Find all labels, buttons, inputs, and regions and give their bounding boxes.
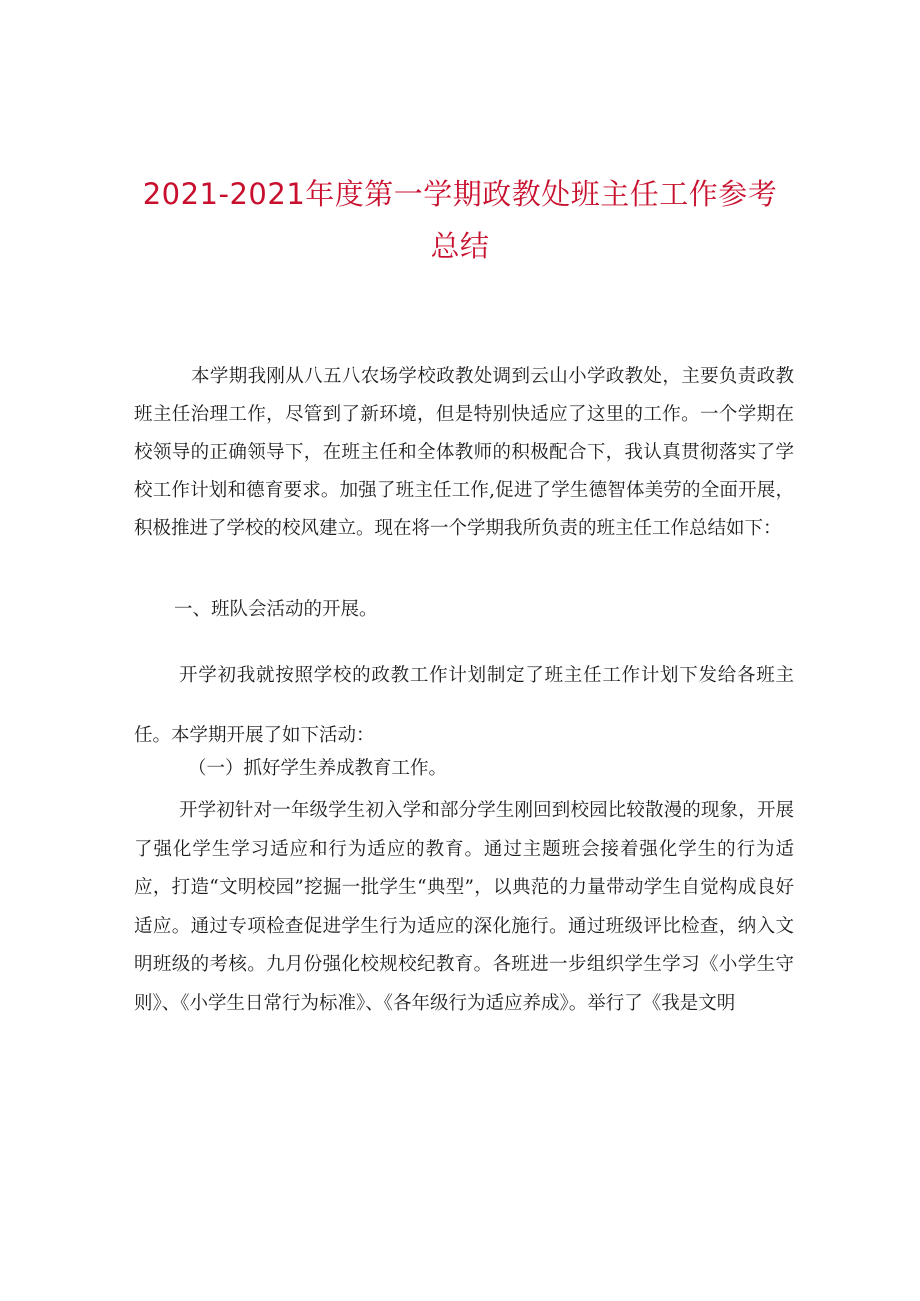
intro-paragraph — [134, 358, 794, 548]
section-paragraph-text: 开学初我就按照学校的政教工作计划制定了班主任工作计划下发给各班主任。本学期开展了如下活动： — [134, 665, 794, 746]
subsection-paragraph — [134, 792, 794, 1023]
subsection-heading: （一）抓好学生养成教育工作。 — [188, 758, 448, 779]
intro-text: 本学期我刚从八五八农场学校政教处调到云山小学政教处，主要负责政教班主任治理工作，尽管到了新环境，但是特别快适应了这里的工作。一个学期在校领导的正确领导下，在班主任和全体教师的积极配合下，我认真贯彻落实了学校工作计划和德育要求。加强了班主任工作,促进了学生德智体美劳的全面开展，积极推进了学校的校风建立。现在将一个学期我所负责的班主任工作总结如下： — [134, 366, 794, 539]
section-heading: 一、班队会活动的开展。 — [174, 599, 378, 620]
subsection-paragraph-text: 开学初针对一年级学生初入学和部分学生刚回到校园比较散漫的现象，开展了强化学生学习适应和行为适应的教育。通过主题班会接着强化学生的行为适应，打造“文明校园”挖掘一批学生“典型”，以典范的力量带动学生自觉构成良好适应。通过专项检查促进学生行为适应的深化施行。通过班级评比检查，纳入文明班级的考核。九月份强化校规校纪教育。各班进一步组织学生学习《小学生守则》、《小学生日常行为标准》、《各年级行为适应养成》。举行了《我是文明 — [134, 800, 794, 1014]
section-paragraph — [134, 646, 794, 766]
document-title: 2021-2021年度第一学期政教处班主任工作参考总结 — [142, 177, 778, 263]
